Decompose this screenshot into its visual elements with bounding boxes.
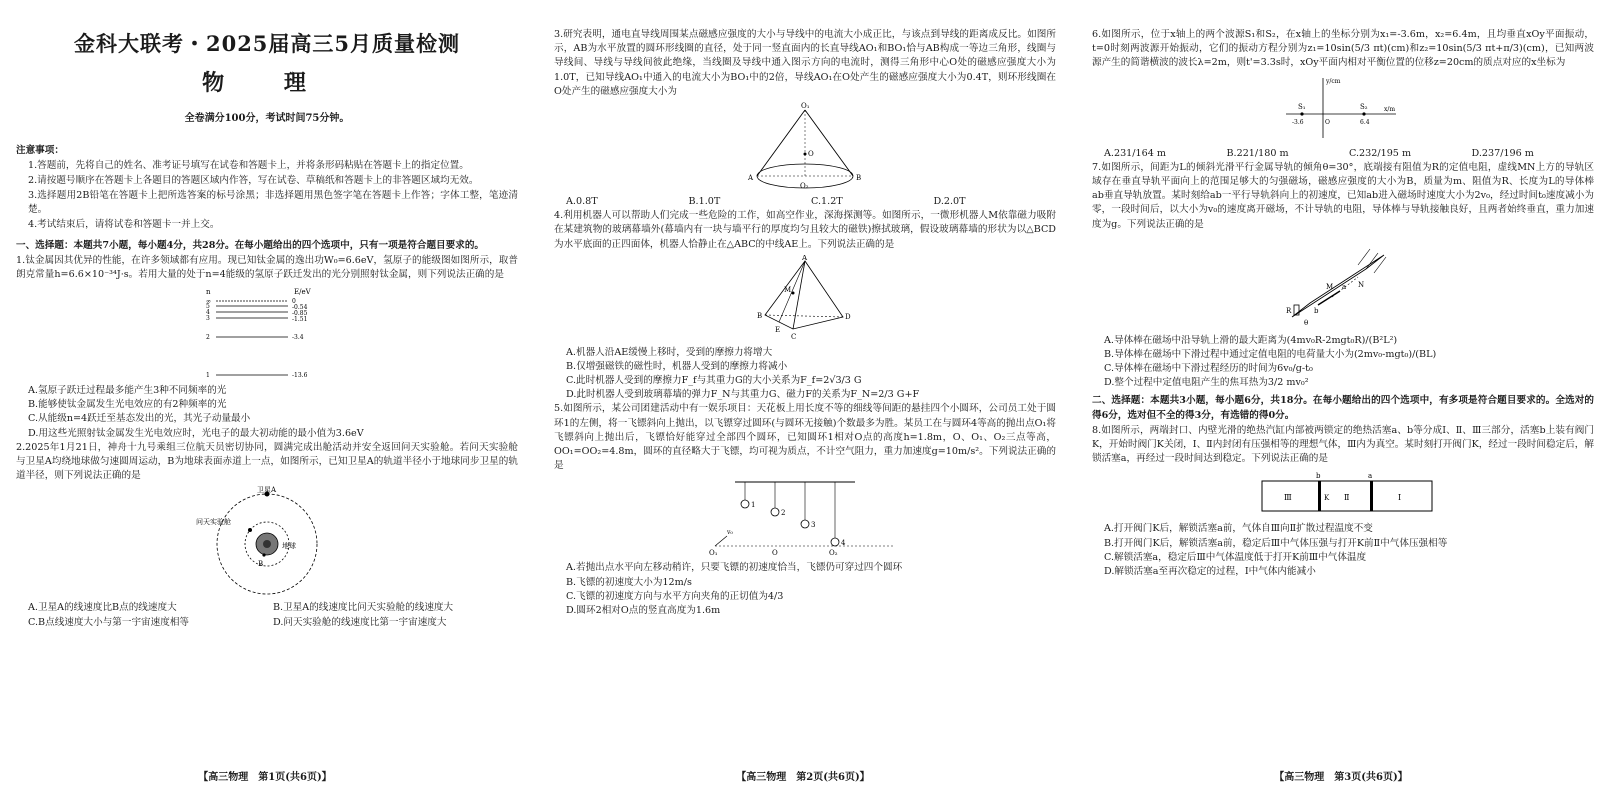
exam-page-1 (0, 0, 530, 800)
label-o1: O₁ (801, 101, 810, 110)
question-3-option-d: D.2.0T (933, 195, 966, 207)
svg-text:1: 1 (206, 372, 210, 380)
svg-text:-0.85: -0.85 (292, 310, 308, 318)
tetrahedron-diagram (755, 255, 855, 343)
notice-item: 2.请按题号顺序在答题卡上各题目的答题区域内作答，写在试卷、草稿纸和答题卡上的非答题区域均无效。 (28, 174, 479, 186)
question-5-stem: 5.如图所示，某公司团建活动中有一娱乐项目：天花板上用长度不等的细线等间距的悬挂四个小圆环，公司员工处于圆环1的左侧，将一飞镖斜向上抛出，以飞镖穿过圆环(与圆环无接触)个数最多为胜。某员工在与圆环4等高的抛出点O₁将飞镖斜向上抛出后，飞镖恰好能穿过全部四个圆环，已知圆环1相对O点的高度h=1.8m，O、O₁、O₂三点等高，OO₁=OO₂=4.8m，圆环的直径略大于飞镖，均可视为质点，不计空气阻力，重力加速度g=10m/s²。下列说法正确的是 (554, 403, 1056, 472)
notice-item: 4.考试结束后，请将试卷和答题卡一并上交。 (28, 219, 220, 231)
chamber-i-label: Ⅰ (1398, 493, 1402, 503)
label-o1: O₁ (709, 549, 718, 558)
question-7-option-a: A.导体棒在磁场中沿导轨上滑的最大距离为(4mv₀R-2mgt₀R)/(B²L²) (1104, 334, 1398, 346)
question-1-option-b: B.能够使钛金属发生光电效应的有2种频率的光 (28, 399, 227, 411)
question-2-option-c: C.B点线速度大小与第一宇宙速度相等 (28, 616, 190, 628)
valve-k-label: K (1324, 494, 1330, 503)
label-v0: v₀ (727, 529, 733, 537)
exam-info: 全卷满分100分，考试时间75分钟。 (184, 112, 350, 124)
section-2-heading: 二、选择题：本题共3小题，每小题6分，共18分。在每小题给出的四个选项中，有多项是符合题目要求的。全选对的得6分，选对但不全的得3分，有选错的得0分。 (1092, 395, 1594, 421)
energy-level (206, 315, 307, 323)
question-7-option-b: B.导体棒在磁场中下滑过程中通过定值电阻的电荷量大小为(2mv₀-mgt₀)/(BL) (1104, 348, 1437, 360)
lab-label: 问天实验舱 (196, 518, 231, 527)
question-7-stem: 7.如图所示，间距为L的倾斜光滑平行金属导轨的倾角θ=30°，底端接有阻值为R的定值电阻，虚线MN上方的导轨区域存在垂直导轨平面向上的范围足够大的匀强磁场，磁感应强度的大小为B，质量为m、阻值为R、长度为L的导体棒ab垂直导轨放置。某时刻给ab一平行导轨斜向上的初速度，已知ab进入磁场时速度大小为2v₀，经过时间t₀速度减小为零，一段时间后，以大小为v₀的速度离开磁场，不计导轨的电阻，导体棒与导轨接触良好，且两者始终垂直，重力加速度为g。下列说法正确的是 (1092, 161, 1594, 230)
label-o: O (808, 149, 814, 158)
question-2-option-b: B.卫星A的线速度比问天实验舱的线速度大 (273, 602, 454, 614)
svg-text:-1.51: -1.51 (292, 316, 308, 324)
question-6-stem: 6.如图所示，位于x轴上的两个波源S₁和S₂，在x轴上的坐标分别为x₁=-3.6m，x₂=6.4m，且均垂直xOy平面振动，t=0时刻两波源开始振动，它们的振动方程分别为z₁=10sin(5/3 πt)(cm)和z₂=10sin(5/3 πt+π/3)(cm)，已知两波源产生的简谐横波的波长λ=2m，则t'=3.3s时，xOy平面内相对平衡位置的位移z=20cm的质点对应的x坐标为 (1092, 29, 1594, 69)
question-2-options (16, 601, 518, 629)
y-axis-label: y/cm (1326, 77, 1341, 85)
label-e: E (775, 325, 781, 334)
label-a: A (802, 254, 808, 262)
label-b: B (856, 173, 862, 182)
label-m: M (784, 285, 792, 294)
ring-4-icon (831, 538, 839, 546)
page-footer: 【高三物理 第3页(共6页)】 (1274, 772, 1408, 784)
lab-module-icon (248, 528, 252, 532)
point-b-label: B (258, 560, 264, 569)
edge-bd (765, 315, 843, 317)
subject-title: 物 理 (202, 70, 332, 97)
chamber-ii-label: Ⅱ (1344, 493, 1350, 503)
velocity-arrow (715, 536, 727, 546)
question-8-option-d: D.解锁活塞a至再次稳定的过程，Ⅰ中气体内能减小 (1104, 565, 1316, 577)
question-6-option-d: D.237/196 m (1471, 147, 1534, 159)
source-s1-icon (1300, 112, 1303, 115)
orbit-diagram (192, 486, 342, 598)
label-o: O (772, 549, 778, 558)
question-3-options (554, 195, 1056, 209)
ring-2-icon (771, 508, 779, 516)
page-footer: 【高三物理 第1页(共6页)】 (198, 772, 332, 784)
energy-level (206, 334, 304, 341)
svg-text:-0.54: -0.54 (292, 304, 308, 312)
piston-a-label: a (1368, 472, 1373, 481)
label-b: B (757, 311, 763, 320)
question-8-option-c: C.解锁活塞a，稳定后Ⅲ中气体温度低于打开K前Ⅲ中气体温度 (1104, 551, 1367, 563)
exam-page-3 (1076, 0, 1606, 800)
energy-level-diagram (202, 285, 332, 381)
svg-text:2: 2 (206, 334, 210, 342)
svg-text:∞: ∞ (206, 298, 211, 306)
question-3-option-a: A.0.8T (566, 195, 598, 207)
robot-m-icon (792, 291, 795, 294)
ring-1-icon (741, 500, 749, 508)
question-2-option-d: D.问天实验舱的线速度比第一宇宙速度大 (273, 616, 447, 628)
question-8-stem: 8.如图所示，两端封口、内壁光滑的绝热汽缸内部被两锁定的绝热活塞a、b等分成Ⅰ、Ⅱ、Ⅲ三部分，活塞b上装有阀门K，开始时阀门K关闭，Ⅰ、Ⅱ内封闭有压强相等的理想气体，Ⅲ内为真空。某时刻打开阀门K，经过一段时间稳定后，解锁活塞a，再经过一段时间达到稳定。下列说法正确的是 (1092, 424, 1594, 465)
satellite-a-label: 卫星A (257, 486, 277, 495)
field-line (1374, 257, 1386, 273)
source-s2-icon (1362, 112, 1365, 115)
label-r: R (1286, 306, 1292, 315)
svg-text:-13.6: -13.6 (292, 372, 308, 380)
piston-b (1318, 481, 1321, 511)
label-theta: θ (1304, 318, 1309, 327)
question-1-option-c: C.从能级n=4跃迁至基态发出的光，其光子动量最小 (28, 413, 251, 425)
question-6-option-c: C.232/195 m (1349, 147, 1412, 159)
label-n: N (1358, 280, 1365, 289)
question-1-option-d: D.用这些光照射钛金属发生光电效应时，光电子的最大初动能的最小值为3.6eV (28, 427, 364, 439)
svg-text:0: 0 (292, 298, 296, 306)
label-a: A (748, 173, 754, 182)
svg-text:3: 3 (206, 315, 210, 323)
question-4-option-c: C.此时机器人受到的摩擦力F_f与其重力G的大小关系为F_f=2√3/3 G (566, 375, 862, 387)
piston-b-label: b (1316, 472, 1321, 481)
svg-text:-3.4: -3.4 (292, 334, 304, 342)
x-axis-label: x/m (1384, 105, 1396, 113)
s1-label: S₁ (1298, 102, 1306, 111)
question-6-option-a: A.231/164 m (1104, 147, 1166, 159)
tetrahedron-outline (765, 261, 843, 329)
question-3-stem: 3.研究表明，通电直导线周围某点磁感应强度的大小与导线中的电流大小成正比，与该点到导线的距离成反比。如图所示，AB为水平放置的圆环形线圈的直径，处于同一竖直面内的长直导线AO₁和BO₁恰与AB构成一等边三角形，线圈与导线间、导线与导线间彼此绝缘，当线圈及导线中通入图示方向的电流时，测得三角形中心O处的磁感应强度大小为1.0T，已知导线AO₁中通入的电流大小为BO₁中的2倍，导线AO₁在O处产生的磁感应强度大小为0.4T，则环形线圈在O处产生的磁感应强度大小为 (554, 29, 1056, 97)
svg-text:5: 5 (206, 303, 210, 311)
earth-core (263, 540, 271, 548)
question-4-option-d: D.此时机器人受到玻璃幕墙的弹力F_N与其重力G、磁力F的关系为F_N=2/3 G+F (566, 389, 920, 401)
question-3-option-b: B.1.0T (688, 195, 721, 207)
question-5-option-b: B.飞镖的初速度大小为12m/s (566, 576, 692, 588)
energy-level (206, 372, 308, 379)
piston-a (1370, 481, 1373, 511)
question-5-option-a: A.若抛出点水平向左移动稍许，只要飞镖的初速度恰当，飞镖仍可穿过四个圆环 (566, 562, 903, 574)
ring-3-label: 3 (811, 521, 816, 530)
question-8-option-a: A.打开阀门K后，解锁活塞a前，气体自Ⅲ向Ⅱ扩散过程温度不变 (1104, 523, 1373, 535)
label-m: M (1326, 282, 1334, 291)
notice-title: 注意事项： (16, 145, 64, 157)
wire-ao1 (757, 110, 805, 176)
label-d: D (845, 312, 851, 321)
question-3-option-c: C.1.2T (811, 195, 843, 207)
notice-item: 1.答题前，先将自己的姓名、准考证号填写在试卷和答题卡上，并将条形码粘贴在答题卡上的指定位置。 (28, 159, 469, 171)
section-1-heading: 一、选择题：本题共7小题，每小题4分，共28分。在每小题给出的四个选项中，只有一项是符合题目要求的。 (16, 239, 485, 251)
ring-4-label: 4 (841, 539, 846, 548)
ring-2-label: 2 (781, 509, 786, 518)
energy-level (206, 298, 296, 305)
cylinder-diagram (1248, 469, 1438, 519)
rail-diagram (1278, 235, 1408, 331)
label-o2: O₂ (829, 549, 838, 558)
question-7-option-d: D.整个过程中定值电阻产生的焦耳热为3/2 mv₀² (1104, 377, 1309, 389)
label-b: b (1314, 306, 1319, 315)
field-line (1358, 249, 1370, 265)
ring-1-label: 1 (751, 501, 756, 510)
center-o-icon (804, 152, 807, 155)
x2-label: 6.4 (1360, 118, 1370, 126)
exam-title: 金科大联考・2025届高三5月质量检测 (73, 31, 461, 56)
label-c: C (791, 332, 797, 341)
question-6-option-b: B.221/180 m (1226, 147, 1289, 159)
svg-text:4: 4 (206, 309, 210, 317)
question-7-option-c: C.导体棒在磁场中下滑过程经历的时间为6v₀/g-t₀ (1104, 363, 1313, 375)
question-4-stem: 4.利用机器人可以帮助人们完成一些危险的工作，如高空作业，深海探测等。如图所示，一微形机器人M依靠磁力吸附在某建筑物的玻璃幕墙外(幕墙内有一块与墙平行的厚度均匀且较大的磁铁)擦拭玻璃，假设玻璃幕墙的形状为以△BCD为水平底面的正四面体，机器人恰静止在△ABC的中线AE上。下列说法正确的是 (554, 210, 1056, 250)
question-8-option-b: B.打开阀门K后，解锁活塞a前，稳定后Ⅲ中气体压强与打开K前Ⅱ中气体压强相等 (1104, 537, 1448, 549)
rings-diagram (705, 476, 905, 558)
earth-label: 地球 (282, 542, 296, 551)
origin-label: O (1325, 118, 1330, 126)
chamber-iii-label: Ⅲ (1284, 493, 1292, 503)
point-b-icon (262, 554, 265, 557)
question-1-option-a: A.氢原子跃迁过程最多能产生3种不同频率的光 (28, 385, 227, 397)
edge-ac (793, 261, 805, 329)
energy-header: E/eV (294, 288, 311, 297)
question-2-option-a: A.卫星A的线速度比B点的线速度大 (28, 602, 177, 614)
question-6-options (1092, 147, 1594, 161)
wave-source-diagram (1278, 74, 1408, 144)
x1-label: -3.6 (1292, 118, 1304, 126)
notice-item: 3.选择题用2B铅笔在答题卡上把所选答案的标号涂黑；非选择题用黑色签字笔在答题卡上作答；字体工整，笔迹清楚。 (28, 189, 518, 216)
question-5-option-c: C.飞镖的初速度方向与水平方向夹角的正切值为4/3 (566, 590, 784, 602)
wire-bo1 (805, 110, 853, 176)
question-4-option-a: A.机器人沿AE缓慢上移时，受到的摩擦力将增大 (566, 346, 773, 358)
page-footer: 【高三物理 第2页(共6页)】 (736, 772, 870, 784)
question-5-option-d: D.圆环2相对O点的竖直高度为1.6m (566, 604, 721, 616)
exam-page-2 (538, 0, 1068, 800)
label-a: a (1342, 282, 1347, 291)
ring-3-icon (801, 520, 809, 528)
rails-outline (1292, 255, 1384, 317)
question-2-stem: 2.2025年1月21日，神舟十九号乘组三位航天员密切协同，圆满完成出舱活动并安全返回问天实验舱。若问天实验舱与卫星A均绕地球做匀速圆周运动，B为地球表面赤道上一点，如图所示，已知卫星A的轨道半径小于地球同步卫星的轨道半径，则下列说法正确的是 (16, 441, 518, 482)
label-o2: O₂ (800, 181, 809, 190)
n-header: n (206, 288, 211, 297)
coil-wire-diagram (740, 102, 870, 192)
question-4-option-b: B.仅增强磁铁的磁性时，机器人受到的摩擦力将减小 (566, 360, 788, 372)
question-1-stem: 1.钛金属因其优异的性能，在许多领域都有应用。现已知钛金属的逸出功W₀=6.6eV，氢原子的能级图如图所示，取普朗克常量h=6.6×10⁻³⁴J·s。若用大量的处于n=4能级的氢原子跃迁发出的光分别照射钛金属，则下列说法正确的是 (16, 254, 518, 280)
s2-label: S₂ (1360, 102, 1368, 111)
